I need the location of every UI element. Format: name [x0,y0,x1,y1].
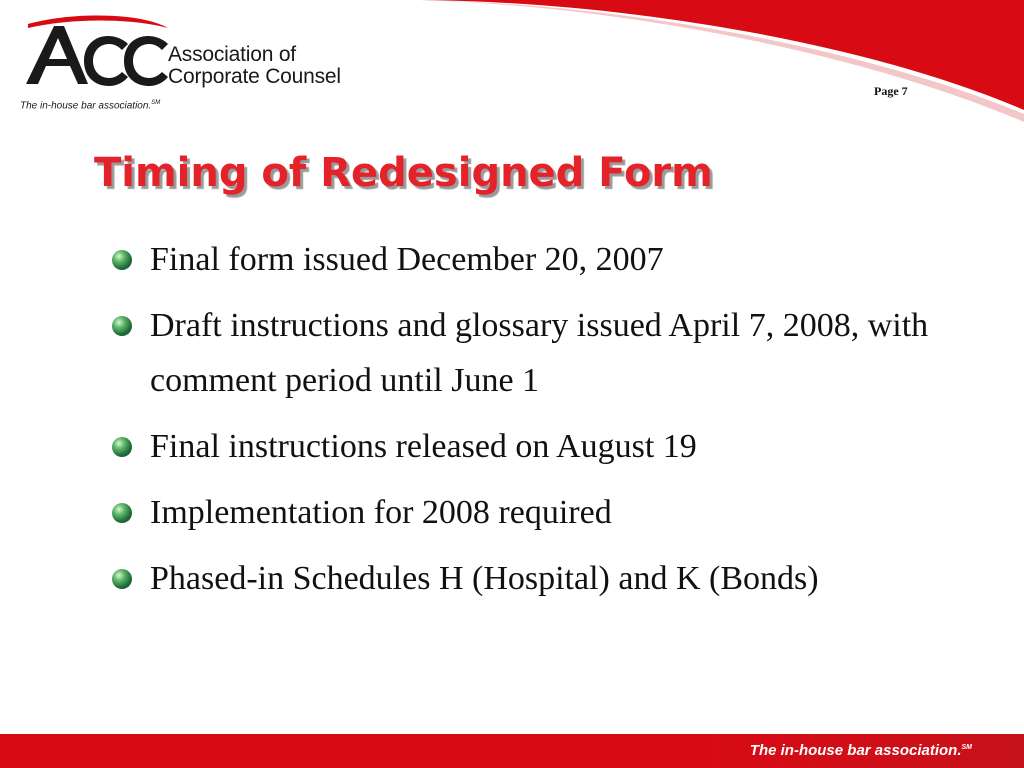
bullet-list [112,232,932,617]
bullet-text: Phased-in Schedules H (Hospital) and K (Bonds) [150,560,819,597]
acc-logo [20,14,350,124]
logo-name-line2: Corporate Counsel [168,65,341,88]
bullet-item [112,551,932,606]
footer-tagline-text: The in-house bar association. [749,742,962,759]
bullet-text: Final form issued December 20, 2007 [150,241,664,278]
page-number: Page 7 [874,84,908,98]
footer-tagline-service-mark: SM [961,744,972,751]
logo-tagline-service-mark: SM [151,100,161,106]
logo-name [168,44,341,88]
bullet-text: Implementation for 2008 required [150,494,612,531]
logo-name-line1: Association of [168,43,296,66]
bullet-text: Final instructions released on August 19 [150,428,697,465]
bullet-sphere-icon [112,437,132,457]
bullet-sphere-icon [112,569,132,589]
slide-title: Timing of Redesigned Form [94,150,713,196]
bullet-text: Draft instructions and glossary issued April 7, 2008, with comment period until June 1 [150,307,929,399]
acc-logo-mark [20,14,170,94]
logo-tagline-text: The in-house bar association. [20,100,152,112]
bullet-item [112,419,932,474]
bullet-sphere-icon [112,250,132,270]
bullet-sphere-icon [112,316,132,336]
bullet-sphere-icon [112,503,132,523]
bullet-item [112,485,932,540]
bullet-item [112,232,932,287]
logo-tagline [20,100,160,111]
footer-tagline [750,742,972,759]
bullet-item [112,298,932,408]
